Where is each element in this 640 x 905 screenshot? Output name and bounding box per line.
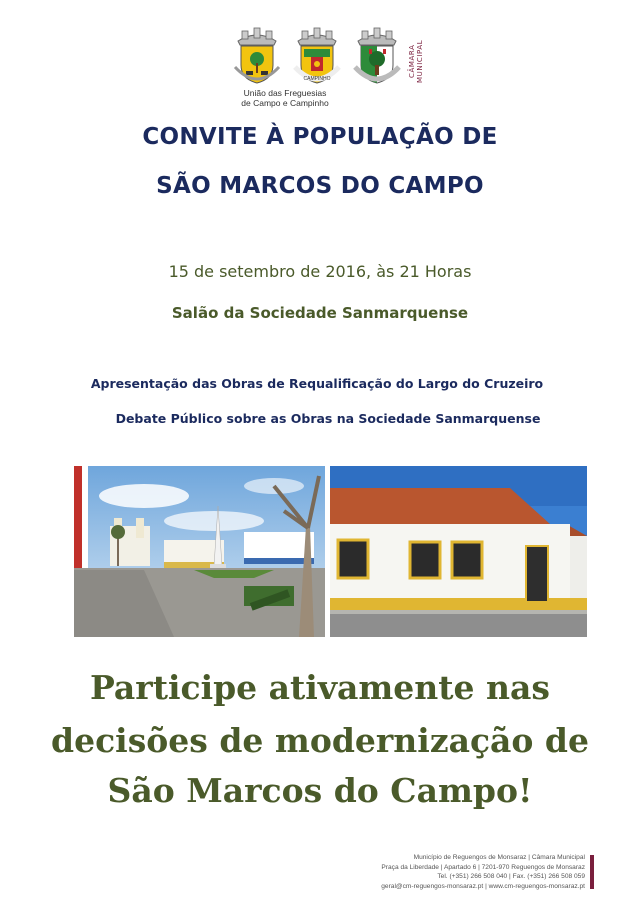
slogan-line1: Participe ativamente nas (90, 668, 550, 707)
freguesia-name-line1: União das Freguesias (243, 88, 327, 98)
footer-line4: geral@cm-reguengos-monsaraz.pt | www.cm-reguengos-monsaraz.pt (381, 882, 585, 890)
photo-largo-cruzeiro (74, 466, 325, 637)
freguesia-crest-icon (232, 27, 282, 91)
event-datetime: 15 de setembro de 2016, às 21 Horas (168, 262, 472, 281)
footer-line1: Município de Reguengos de Monsaraz | Câmara Municipal (413, 854, 585, 861)
title-line2: SÃO MARCOS DO CAMPO (156, 173, 484, 199)
title-line1: CONVITE À POPULAÇÃO DE (142, 124, 498, 150)
slogan-line3: São Marcos do Campo! (107, 771, 533, 810)
footer-line2: Praça da Liberdade | Apartado 6 | 7201-970 Reguengos de Monsaraz (381, 863, 585, 871)
freguesia-name (230, 88, 340, 108)
freguesia-name-line2: de Campo e Campinho (241, 98, 329, 108)
agenda-item-debate: Debate Público sobre as Obras na Sociedade Sanmarquense (115, 411, 541, 426)
photo-sociedade-sanmarquense (330, 466, 587, 637)
slogan-line2: decisões de modernização de (51, 721, 589, 760)
header-logos (230, 27, 430, 112)
campinho-crest-icon (292, 27, 342, 91)
agenda-item-presentation: Apresentação das Obras de Requalificação do Largo do Cruzeiro (90, 376, 544, 391)
footer-accent-bar (590, 855, 594, 889)
footer-line3: Tel. (+351) 266 508 040 | Fax. (+351) 266 508 059 (437, 873, 585, 880)
reguengos-crest-icon (352, 27, 402, 91)
footer-contact (285, 853, 585, 891)
camara-vertical-label: CÂMARA MUNICIPAL (408, 39, 424, 83)
campinho-crest-label: CAMPINHO (303, 76, 331, 82)
event-venue: Salão da Sociedade Sanmarquense (171, 304, 469, 322)
